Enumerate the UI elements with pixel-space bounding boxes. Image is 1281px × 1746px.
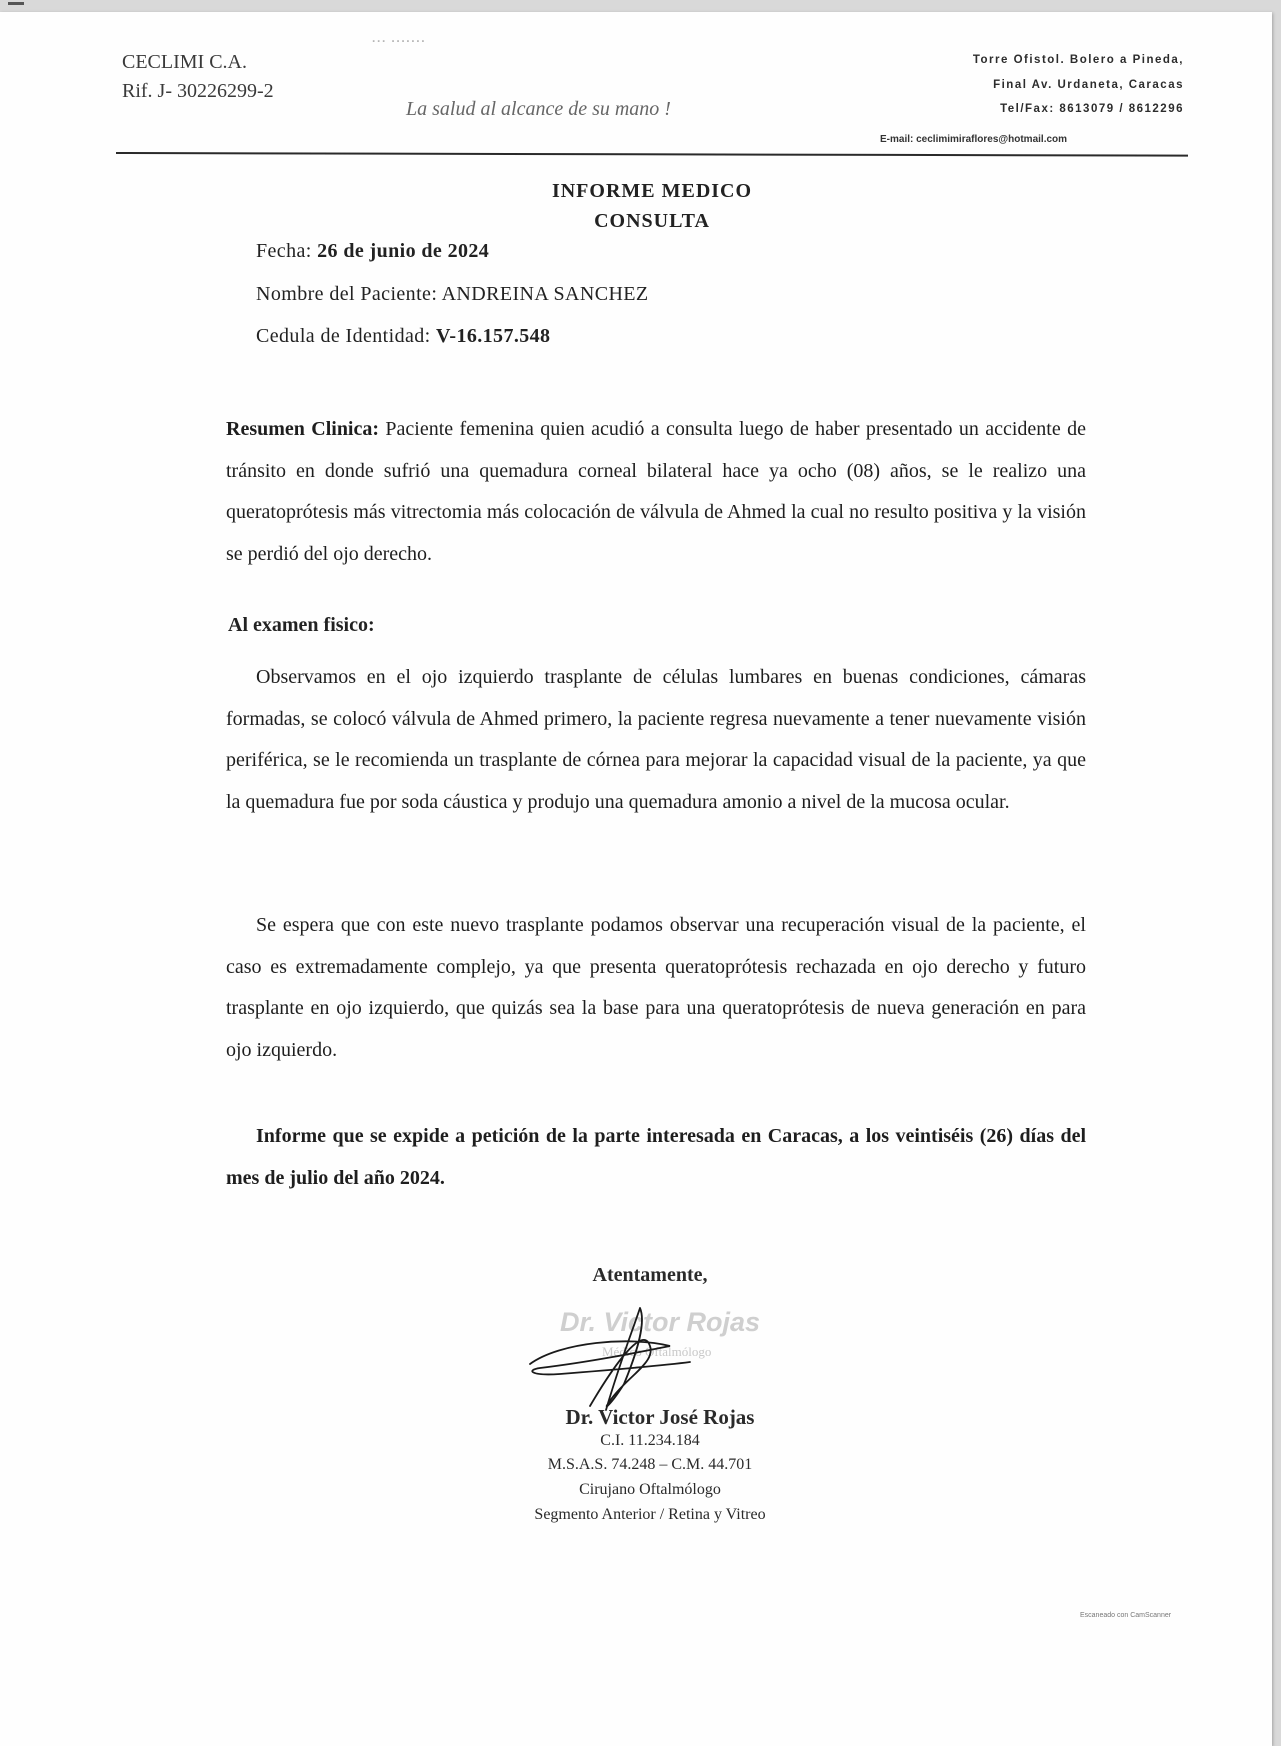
date-label: Fecha: — [256, 240, 312, 262]
doctor-ci: C.I. 11.234.184 — [600, 1432, 700, 1449]
header-divider — [116, 152, 1188, 157]
doctor-specialty: Cirujano Oftalmólogo — [579, 1481, 721, 1498]
clinic-email: E-mail: ceclimimiraflores@hotmail.com — [880, 134, 1068, 145]
stamp-name: Dr. Victor Rojas — [560, 1307, 761, 1337]
patient-name-row — [256, 283, 649, 306]
date-value: 26 de junio de 2024 — [317, 240, 490, 262]
patient-id-value: V-16.157.548 — [436, 325, 551, 347]
company-name: CECLIMI C.A. — [122, 51, 247, 73]
patient-name-label: Nombre del Paciente: — [256, 283, 438, 305]
clinic-slogan: La salud al alcance de su mano ! — [406, 98, 671, 120]
clinical-summary — [226, 409, 1086, 575]
date-row — [256, 240, 489, 263]
exam-paragraph: Observamos en el ojo izquierdo trasplante de células lumbares en buenas condiciones, cámaras formadas, se colocó válvula de Ahmed primero, la paciente regresa nuevamente a tener nuevamente visión periférica, se le recomienda un trasplante de córnea para mejorar la capacidad visual de la paciente, ya que la quemadura fue por soda cáustica y produjo una quemadura amonio a nivel de la mucosa ocular. — [226, 666, 1086, 813]
summary-label: Resumen Clinica: — [226, 418, 380, 440]
doctor-subspecialty: Segmento Anterior / Retina y Vitreo — [534, 1506, 766, 1523]
company-rif: Rif. J- 30226299-2 — [122, 80, 274, 102]
address-line-2: Final Av. Urdaneta, Caracas — [993, 78, 1184, 91]
faded-header-text: ··· ······· — [372, 34, 427, 48]
exam-heading: Al examen fisico: — [228, 614, 375, 636]
doctor-name: Dr. Victor José Rojas — [565, 1405, 755, 1429]
clinic-address — [973, 48, 1184, 122]
handwritten-signature — [520, 1302, 760, 1422]
document-page — [0, 12, 1272, 1746]
company-block — [122, 48, 274, 106]
closing-paragraph: Informe que se expide a petición de la parte interesada en Caracas, a los veintiséis (26) días del mes de julio del año 2024. — [226, 1125, 1086, 1189]
scan-edge-mark — [8, 2, 24, 5]
report-title: INFORME MEDICO — [551, 180, 753, 202]
doctor-registry: M.S.A.S. 74.248 – C.M. 44.701 — [547, 1456, 753, 1473]
phone-fax: Tel/Fax: 8613079 / 8612296 — [1000, 103, 1184, 115]
salutation: Atentamente, — [592, 1264, 708, 1286]
report-subtitle: CONSULTA — [594, 210, 710, 232]
expectation-paragraph: Se espera que con este nuevo trasplante podamos observar una recuperación visual de la paciente, el caso es extremadamente complejo, ya que presenta queratoprótesis rechazada en ojo derecho y futuro trasplante en ojo izquierdo, que quizás sea la base para una queratoprótesis de nueva generación en para ojo izquierdo. — [226, 914, 1086, 1061]
stamp-line-2: Médico Oftalmólogo — [602, 1344, 712, 1359]
address-line-1: Torre Ofistol. Bolero a Pineda, — [972, 54, 1184, 66]
patient-id-label: Cedula de Identidad: — [256, 325, 431, 347]
summary-text: Paciente femenina quien acudió a consulta luego de haber presentado un accidente de tránsito en donde sufrió una quemadura corneal bilateral hace ya ocho (08) años, se le realizo una queratoprótesis más vitrectomia más colocación de válvula de Ahmed la cual no resulto positiva y la visión se perdió del ojo derecho. — [226, 418, 1086, 565]
patient-id-row — [256, 325, 550, 348]
scanner-watermark: Escaneado con CamScanner — [1080, 1612, 1172, 1619]
patient-name-value: ANDREINA SANCHEZ — [441, 283, 649, 305]
